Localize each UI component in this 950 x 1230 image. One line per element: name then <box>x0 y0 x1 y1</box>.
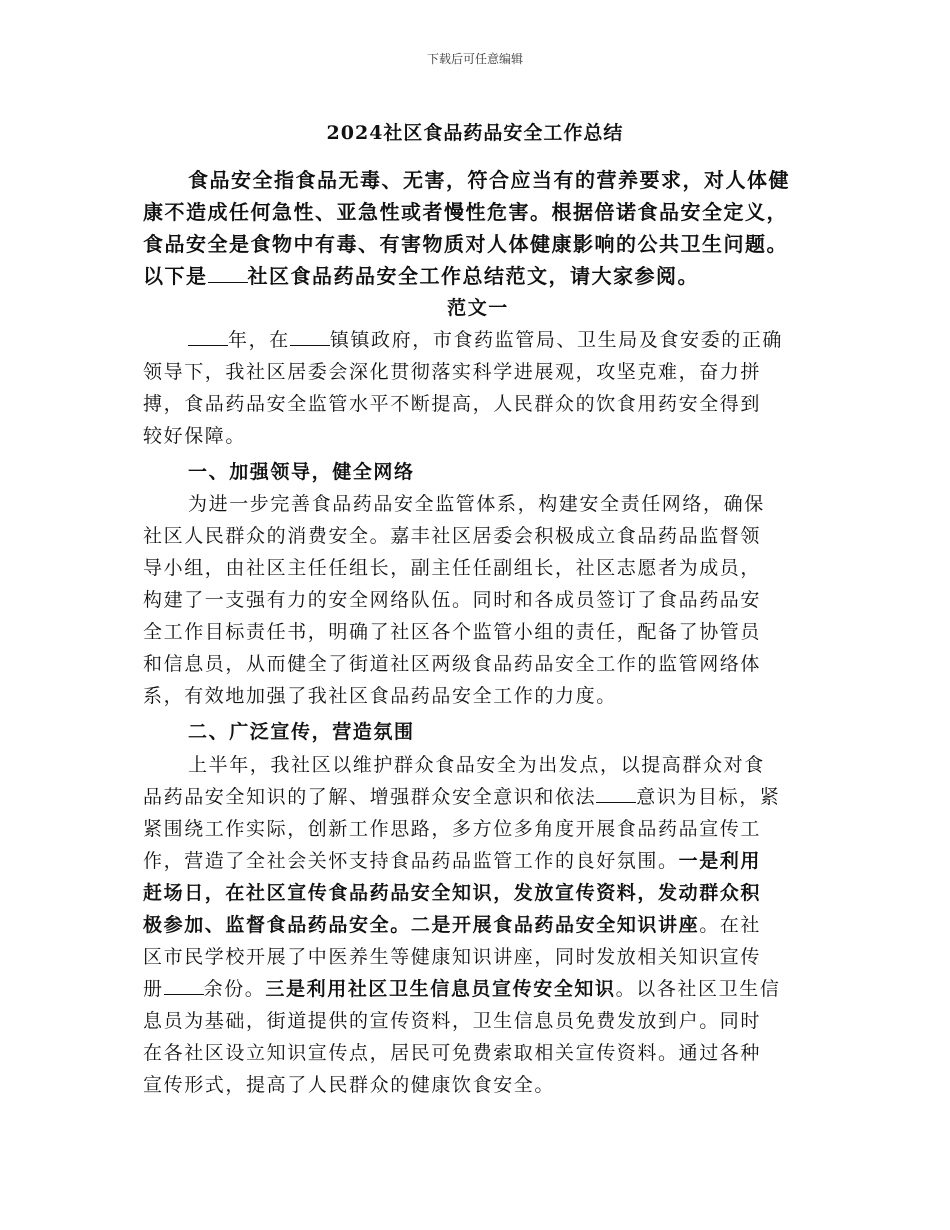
p1-line-2: 领导下，我社区居委会深化贯彻落实科学进展观，攻坚克难，奋力拼 <box>143 361 762 383</box>
body-paragraph-3 <box>143 749 813 1101</box>
intro-line-4-end: 社区食品药品安全工作总结范文，请大家参阅。 <box>247 264 699 288</box>
p3-line-6-b: 二是开展食品药品安全知识讲座 <box>410 914 700 936</box>
p1-line-1-b: 镇镇政府，市食药监管局、卫生局及食安委的正确 <box>329 329 784 351</box>
p3-line-8 <box>143 973 813 1005</box>
intro-line-3: 食品安全是食物中有毒、有害物质对人体健康影响的公共卫生问题。 <box>143 232 788 256</box>
p3-line-3: 紧围绕工作实际，创新工作思路，多方位多角度开展食品药品宣传工 <box>143 818 762 840</box>
sample-title: 范文一 <box>447 297 509 319</box>
section-heading-2: 二、广泛宣传，营造氛围 <box>188 721 415 743</box>
p1-line-1 <box>143 324 813 356</box>
body-paragraph-1 <box>143 324 813 452</box>
p3-line-6-c: 。在社 <box>699 914 762 936</box>
sample-title-block <box>143 292 813 324</box>
blank-field <box>208 262 248 283</box>
p2-line: 构建了一支强有力的安全网络队伍。同时和各成员签订了食品药品安 <box>143 589 762 611</box>
section-heading-1: 一、加强领导，健全网络 <box>188 461 415 483</box>
p3-line-9: 息员为基础，街道提供的宣传资料，卫生信息员免费发放到户。同时 <box>143 1010 762 1032</box>
p2-line: 全工作目标责任书，明确了社区各个监管小组的责任，配备了协管员 <box>143 621 762 643</box>
p3-line-11: 宣传形式，提高了人民群众的健康饮食安全。 <box>143 1074 556 1096</box>
p3-line-7: 区市民学校开展了中医养生等健康知识讲座，同时发放相关知识宣传 <box>143 946 762 968</box>
intro-line-4 <box>143 260 813 292</box>
p3-line-8-c: 三是利用社区卫生信息员宣传安全知识 <box>265 978 616 1000</box>
p3-line-2-b: 意识为目标，紧 <box>636 786 781 808</box>
p2-line: 为进一步完善食品药品安全监管体系，构建安全责任网络，确保 <box>188 493 765 515</box>
p1-line-1-a: 年，在 <box>228 329 290 351</box>
intro-line-2: 康不造成任何急性、亚急性或者慢性危害。根据倍诺食品安全定义， <box>143 200 788 224</box>
p3-line-6 <box>143 909 813 941</box>
blank-field <box>290 325 330 346</box>
section-heading-2-block <box>143 716 813 748</box>
blank-field <box>596 782 636 803</box>
p3-line-8-d: 。以各社区卫生信 <box>615 978 781 1000</box>
p1-line-4: 较好保障。 <box>143 425 247 447</box>
p3-line-2-a: 品药品安全知识的了解、增强群众安全意识和依法 <box>143 786 597 808</box>
body-paragraph-2 <box>143 488 813 712</box>
p3-line-8-a: 册 <box>143 978 164 1000</box>
p3-line-5: 赶场日，在社区宣传食品药品安全知识，发放宣传资料，发动群众积 <box>143 882 762 904</box>
p3-line-10: 在各社区设立知识宣传点，居民可免费索取相关宣传资料。通过各种 <box>143 1042 762 1064</box>
p2-line: 系，有效地加强了我社区食品药品安全工作的力度。 <box>143 685 617 707</box>
p2-line: 和信息员，从而健全了街道社区两级食品药品安全工作的监管网络体 <box>143 653 762 675</box>
section-heading-1-block <box>143 456 813 488</box>
intro-line-4-start: 以下是 <box>143 264 208 288</box>
blank-field <box>188 325 228 346</box>
header-note: 下载后可任意编辑 <box>426 52 523 66</box>
p3-line-4-a: 作，营造了全社会关怀支持食品药品监管工作的良好氛围。 <box>143 850 679 872</box>
document-title: 2024社区食品药品安全工作总结 <box>326 122 624 144</box>
intro-paragraph <box>143 164 813 292</box>
p2-line: 导小组，由社区主任任组长，副主任任副组长，社区志愿者为成员， <box>143 557 762 579</box>
p3-line-1: 上半年，我社区以维护群众食品安全为出发点，以提高群众对食 <box>188 754 765 776</box>
p3-line-2 <box>143 781 813 813</box>
p3-line-6-a: 极参加、监督食品药品安全。 <box>143 914 411 936</box>
intro-line-1: 食品安全指食品无毒、无害，符合应当有的营养要求，对人体健 <box>188 168 790 192</box>
p3-line-4 <box>143 845 813 877</box>
p2-line: 社区人民群众的消费安全。嘉丰社区居委会积极成立食品药品监督领 <box>143 525 762 547</box>
p1-line-3: 搏，食品药品安全监管水平不断提高，人民群众的饮食用药安全得到 <box>143 393 762 415</box>
blank-field <box>164 974 204 995</box>
p3-line-8-b: 余份。 <box>203 978 266 1000</box>
p3-line-4-b: 一是利用 <box>678 850 762 872</box>
